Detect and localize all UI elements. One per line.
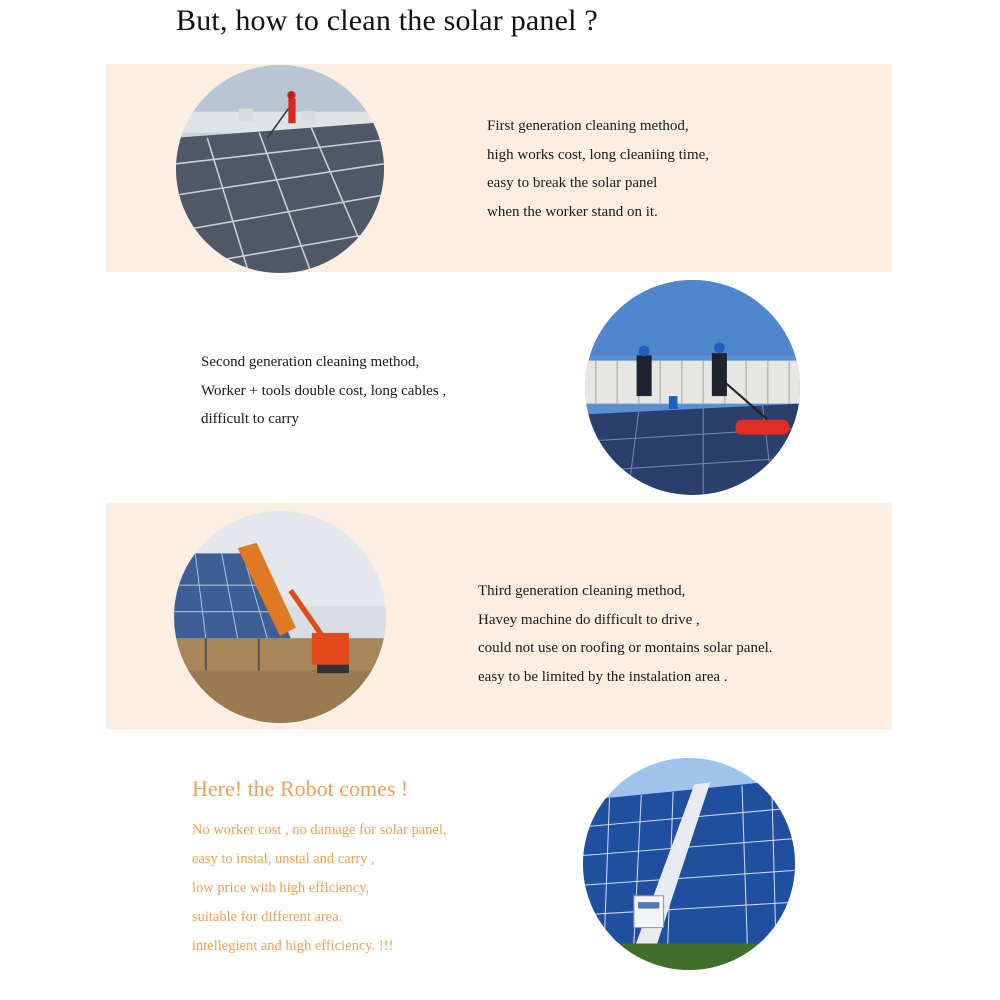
first-generation-line: First generation cleaning method, — [487, 118, 689, 134]
robot-description — [192, 816, 446, 961]
photo-heavy-cleaning-machine — [174, 511, 386, 723]
photo-cleaning-robot-on-panels — [583, 758, 795, 970]
first-generation-description — [487, 112, 709, 226]
first-generation-line: high works cost, long cleaniing time, — [487, 146, 710, 163]
robot-heading: Here! the Robot comes ! — [192, 776, 409, 801]
robot-benefit-line: low price with high efficiency, — [192, 880, 370, 896]
second-generation-line: Second generation cleaning method, — [201, 354, 420, 370]
photo-worker-on-roof-panels — [176, 65, 384, 273]
first-generation-line: when the worker stand on it. — [487, 203, 658, 220]
second-generation-description — [201, 348, 446, 434]
second-generation-line: difficult to carry — [201, 411, 300, 427]
robot-benefit-line: easy to instal, unstal and carry , — [192, 851, 375, 867]
robot-benefit-line: No worker cost , no damage for solar panel, — [192, 822, 447, 838]
third-generation-line: easy to be limited by the instalation area . — [478, 669, 728, 686]
third-generation-line: Havey machine do difficult to drive , — [478, 611, 700, 628]
third-generation-line: Third generation cleaning method, — [478, 583, 686, 599]
robot-benefit-line: intellegient and high efficiency. !!! — [192, 938, 394, 954]
page-title: But, how to clean the solar panel ? — [176, 4, 598, 37]
second-generation-line: Worker + tools double cost, long cables , — [201, 382, 447, 399]
robot-benefit-line: suitable for different area. — [192, 909, 343, 925]
first-generation-line: easy to break the solar panel — [487, 175, 658, 191]
third-generation-description — [478, 577, 773, 692]
third-generation-line: could not use on roofing or montains solar panel. — [478, 640, 773, 657]
photo-workers-with-tools — [585, 280, 800, 495]
